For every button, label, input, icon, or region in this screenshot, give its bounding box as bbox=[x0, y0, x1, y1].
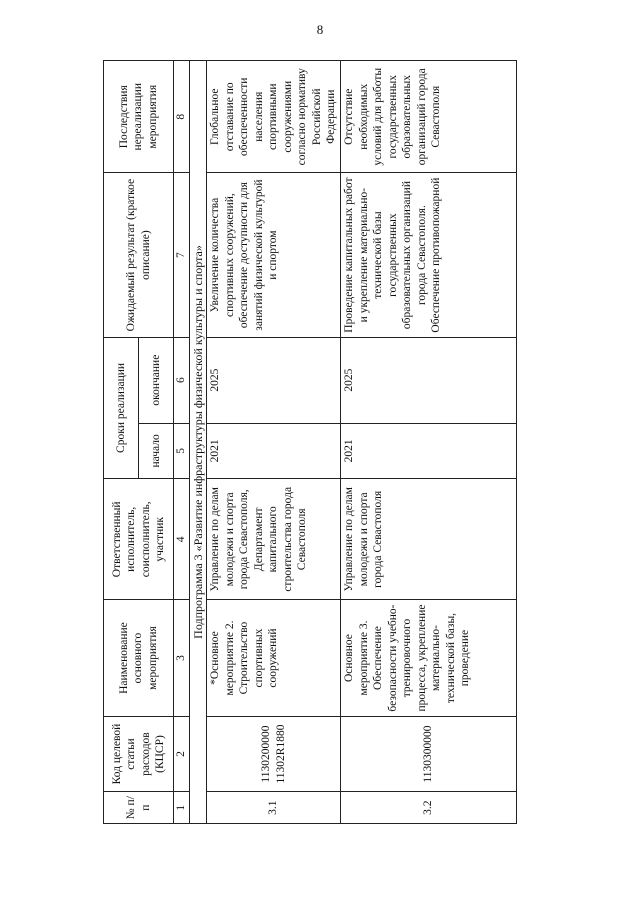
header-name: Наименование основного мероприятия bbox=[104, 600, 174, 716]
header-num: № п/п bbox=[104, 792, 174, 824]
col-number: 7 bbox=[174, 173, 190, 337]
header-result: Ожидаемый результат (краткое описание) bbox=[104, 173, 174, 337]
row-end: 2025 bbox=[341, 337, 517, 423]
header-executor: Ответственный исполнитель, соисполнитель, участник bbox=[104, 479, 174, 600]
table-landscape bbox=[103, 60, 623, 824]
row-code: 1130300000 bbox=[341, 716, 517, 792]
row-consequence: Глобальное отставание по обеспеченности населения спортивными сооружениями согласно нормативу Российской Федерации bbox=[207, 61, 341, 173]
row-start: 2021 bbox=[207, 423, 341, 479]
header-end: окончание bbox=[139, 337, 174, 423]
table-rotated-container bbox=[103, 60, 623, 824]
col-number: 8 bbox=[174, 61, 190, 173]
row-name: Основное мероприятие 3. Обеспечение безопасности учебно-тренировочного процесса, укрепление материально-технической базы, проведение bbox=[341, 600, 517, 716]
row-result: Проведение капитальных работ и укрепление материально-технической базы государственных образовательных организаций города Севастополя. Обеспечение противопожарной bbox=[341, 173, 517, 337]
header-row bbox=[104, 61, 139, 824]
row-start: 2021 bbox=[341, 423, 517, 479]
col-number: 2 bbox=[174, 716, 190, 792]
header-start: начало bbox=[139, 423, 174, 479]
col-number: 6 bbox=[174, 337, 190, 423]
col-number: 5 bbox=[174, 423, 190, 479]
row-num: 3.2 bbox=[341, 792, 517, 824]
header-consequence: Последствия нереализации мероприятия bbox=[104, 61, 174, 173]
row-end: 2025 bbox=[207, 337, 341, 423]
row-consequence: Отсутствие необходимых условий для работы государственных образовательных организаций города Севастополя bbox=[341, 61, 517, 173]
header-code: Код целевой статьи расходов (КЦСР) bbox=[104, 716, 174, 792]
page-number: 8 bbox=[316, 22, 324, 37]
col-number: 3 bbox=[174, 600, 190, 716]
subprogram-title: Подпрограмма 3 «Развитие инфраструктуры физической культуры и спорта» bbox=[189, 61, 207, 824]
column-numbers-row bbox=[174, 61, 190, 824]
row-result: Увеличение количества спортивных сооружений, обеспечение доступности для занятий физической культурой и спортом bbox=[207, 173, 341, 337]
col-number: 1 bbox=[174, 792, 190, 824]
col-number: 4 bbox=[174, 479, 190, 600]
header-terms: Сроки реализации bbox=[104, 337, 139, 478]
table-row bbox=[341, 61, 517, 824]
program-table bbox=[103, 60, 517, 824]
row-name: *Основное мероприятие 2. Строительство спортивных сооружений bbox=[207, 600, 341, 716]
row-code: 1130200000 11302R1880 bbox=[207, 716, 341, 792]
row-executor: Управление по делам молодежи и спорта города Севастополя bbox=[341, 479, 517, 600]
row-executor: Управление по делам молодежи и спорта города Севастополя, Департамент капитального строительства города Севастополя bbox=[207, 479, 341, 600]
row-num: 3.1 bbox=[207, 792, 341, 824]
table-row bbox=[207, 61, 341, 824]
subprogram-row bbox=[189, 61, 207, 824]
